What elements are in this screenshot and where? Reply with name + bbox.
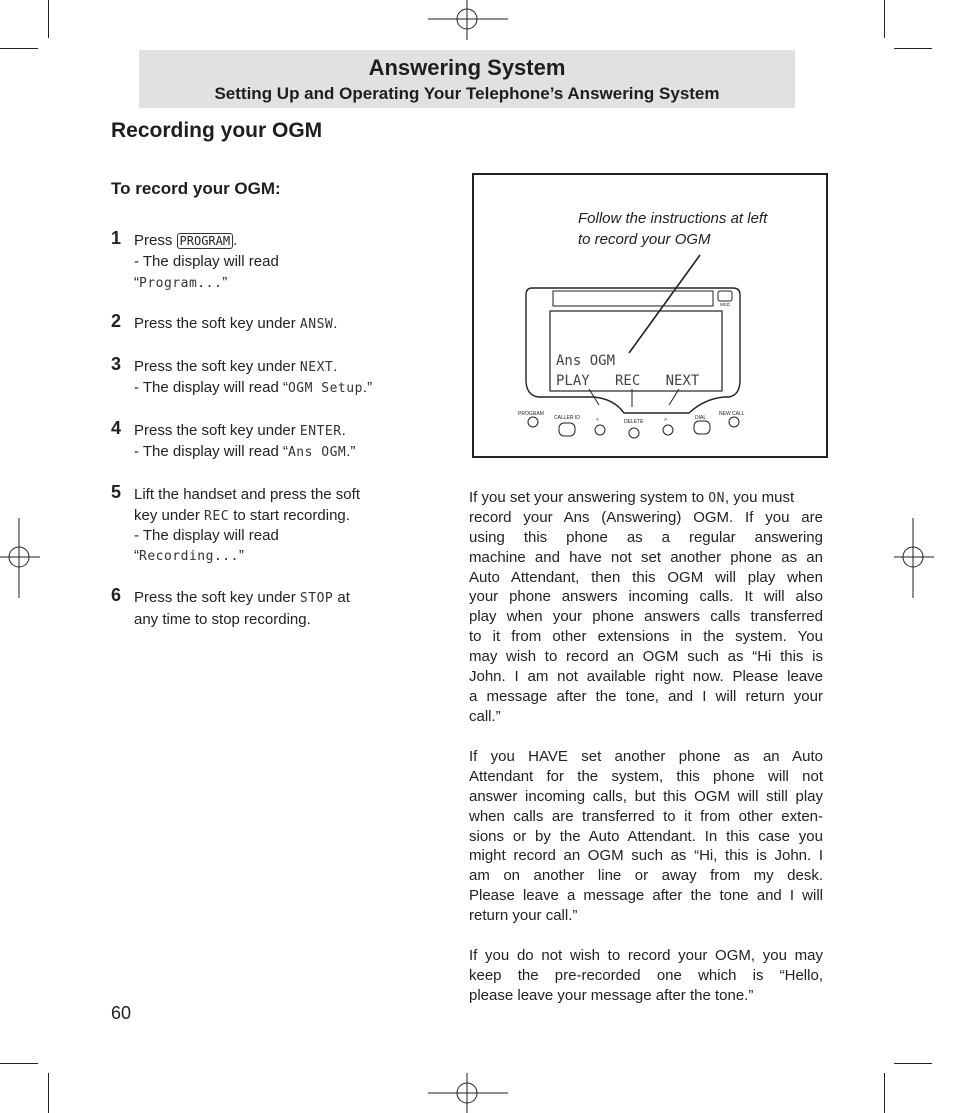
para-line: may wish to record an OGM such as “Hi this is: [469, 648, 823, 666]
para-line: [469, 488, 823, 508]
step-number: 2: [111, 311, 122, 331]
step-line: [134, 230, 237, 252]
key-label: NEW CALL: [719, 411, 745, 417]
step-text: .: [333, 358, 338, 375]
step-text: Press: [134, 232, 177, 249]
program-key-icon: [528, 417, 538, 427]
step-line: [134, 313, 337, 335]
step-line: [134, 587, 350, 609]
program-key-label: PROGRAM: [177, 233, 234, 249]
step-line: - The display will read: [134, 527, 279, 544]
step-number: 6: [111, 585, 122, 605]
para-line: your phone answers incoming calls. It will also: [469, 588, 823, 606]
lcd-text: Recording...: [139, 549, 239, 564]
key-label: DIAL: [695, 415, 707, 421]
para-line: am on another line or away from my desk.: [469, 867, 823, 885]
step-text: Press the soft key under: [134, 358, 300, 375]
lcd-text: Program...: [139, 276, 223, 291]
section-title: Recording your OGM: [111, 119, 323, 142]
para-line: when calls are transferred to it from other exten-: [469, 807, 823, 825]
step-number: 5: [111, 482, 122, 502]
key-label: PROGRAM: [518, 411, 544, 417]
step-3: [111, 356, 411, 398]
delete-key-icon: [629, 428, 639, 438]
step-number: 1: [111, 228, 122, 248]
step-text: “: [134, 274, 139, 291]
step-line: [134, 272, 227, 294]
step-text: Press the soft key under: [134, 422, 300, 439]
para-line: If you do not wish to record your OGM, you may: [469, 947, 823, 964]
step-text: Press the soft key under: [134, 315, 300, 332]
step-line: [134, 441, 355, 463]
lcd-line-2: PLAY REC NEXT: [556, 373, 700, 389]
step-text: ”: [238, 547, 244, 564]
dial-key-icon: [694, 421, 710, 434]
step-text: .”: [362, 379, 373, 396]
para-line: Attendant for the system, this phone will not: [469, 767, 823, 785]
step-text: ”: [222, 274, 228, 291]
para-line: record your Ans (Answering) OGM. If you are: [469, 508, 823, 526]
key-label: CALLER ID: [554, 415, 580, 421]
right-key-icon: [663, 425, 673, 435]
step-text: to start recording.: [229, 507, 350, 524]
lcd-text: REC: [204, 509, 230, 524]
step-line: any time to stop recording.: [134, 611, 311, 628]
phone-body: [526, 288, 740, 413]
phone-illustration: [474, 175, 826, 456]
lcd-line-1: Ans OGM: [556, 353, 616, 369]
step-text: key under: [134, 507, 205, 524]
step-1: [111, 230, 411, 293]
crop-mark: [48, 1073, 49, 1113]
step-text: - The display will read “: [134, 379, 288, 396]
caller-id-key-icon: [559, 423, 575, 436]
registration-mark-icon: [428, 0, 508, 40]
crop-mark: [884, 1073, 885, 1113]
step-line: - The display will read: [134, 253, 279, 270]
para-text: If you set your answering system to: [469, 489, 709, 506]
left-key-icon: [595, 425, 605, 435]
step-text: “: [134, 547, 139, 564]
registration-mark-icon: [0, 518, 40, 598]
step-line: [134, 545, 244, 567]
para-line: If you HAVE set another phone as an Auto: [469, 748, 823, 765]
crop-mark: [894, 48, 932, 49]
lcd-text: ON: [708, 491, 725, 506]
crop-mark: [0, 1063, 38, 1064]
key-label: <: [596, 417, 599, 423]
registration-mark-icon: [894, 518, 934, 598]
para-line: John. I am not available right now. Please leave: [469, 668, 823, 686]
para-line: sions or by the Auto Attendant. In this case you: [469, 827, 823, 845]
page-number: 60: [111, 1003, 132, 1023]
step-line: [134, 505, 350, 527]
step-4: [111, 420, 411, 462]
lcd-text: NEXT: [299, 360, 334, 375]
step-text: Press the soft key under: [134, 589, 300, 606]
pointer-line: [629, 255, 700, 353]
paragraph-1: [469, 488, 823, 727]
para-line: a message after the tone, and I will return your: [469, 687, 823, 705]
msg-label: MSG: [720, 302, 731, 307]
para-line: keep the pre-recorded one which is “Hello,: [469, 966, 823, 984]
key-label: >: [664, 417, 667, 423]
header-subtitle: Setting Up and Operating Your Telephone’s Answering System: [214, 84, 720, 103]
step-text: at: [333, 589, 350, 606]
para-line: please leave your message after the tone.”: [469, 986, 754, 1004]
caption-line: Follow the instructions at left: [578, 210, 768, 227]
section-subtitle: To record your OGM:: [111, 179, 281, 198]
crop-mark: [894, 1063, 932, 1064]
para-line: to it from other extensions in the system. You: [469, 628, 823, 646]
lcd-text: OGM Setup: [287, 381, 363, 396]
para-line: return your call.”: [469, 907, 578, 925]
header-title: Answering System: [368, 55, 566, 80]
para-line: Please leave a message after the tone and I will: [469, 887, 823, 905]
lcd-text: ENTER: [299, 424, 342, 439]
key-label: DELETE: [624, 419, 644, 425]
step-text: - The display will read “: [134, 443, 288, 460]
msg-light: [718, 291, 732, 301]
crop-mark: [48, 0, 49, 38]
step-2: [111, 313, 411, 334]
para-text: , you must: [724, 489, 795, 506]
phone-top-strip: [553, 291, 713, 306]
step-5: [111, 484, 411, 568]
step-text: .”: [346, 443, 356, 460]
crop-mark: [884, 0, 885, 38]
step-number: 3: [111, 354, 122, 374]
paragraph-3: [469, 946, 823, 1006]
step-number: 4: [111, 418, 122, 438]
para-line: machine and have not set another phone as an: [469, 548, 823, 566]
crop-mark: [0, 48, 38, 49]
step-line: [134, 420, 346, 442]
para-line: Auto Attendant, then this OGM will play when: [469, 568, 823, 586]
lcd-text: Ans OGM: [287, 445, 347, 460]
step-line: [134, 356, 337, 378]
para-line: might record an OGM such as “Hi, this is John. I: [469, 847, 823, 865]
step-text: .: [233, 232, 238, 249]
new-call-key-icon: [729, 417, 739, 427]
step-6: [111, 587, 411, 629]
para-line: using this phone as a regular answering: [469, 528, 823, 546]
para-line: answer incoming calls, but this OGM will still play: [469, 787, 823, 805]
para-line: play when your phone answers calls transferred: [469, 608, 823, 626]
para-line: call.”: [469, 707, 501, 725]
registration-mark-icon: [428, 1073, 508, 1113]
lcd-text: STOP: [299, 591, 334, 606]
step-text: .: [341, 422, 346, 439]
step-line: Lift the handset and press the soft: [134, 486, 360, 503]
paragraph-2: [469, 747, 823, 926]
step-line: [134, 377, 372, 399]
lcd-text: ANSW: [299, 317, 334, 332]
caption-line: to record your OGM: [578, 231, 711, 248]
step-text: .: [333, 315, 338, 332]
